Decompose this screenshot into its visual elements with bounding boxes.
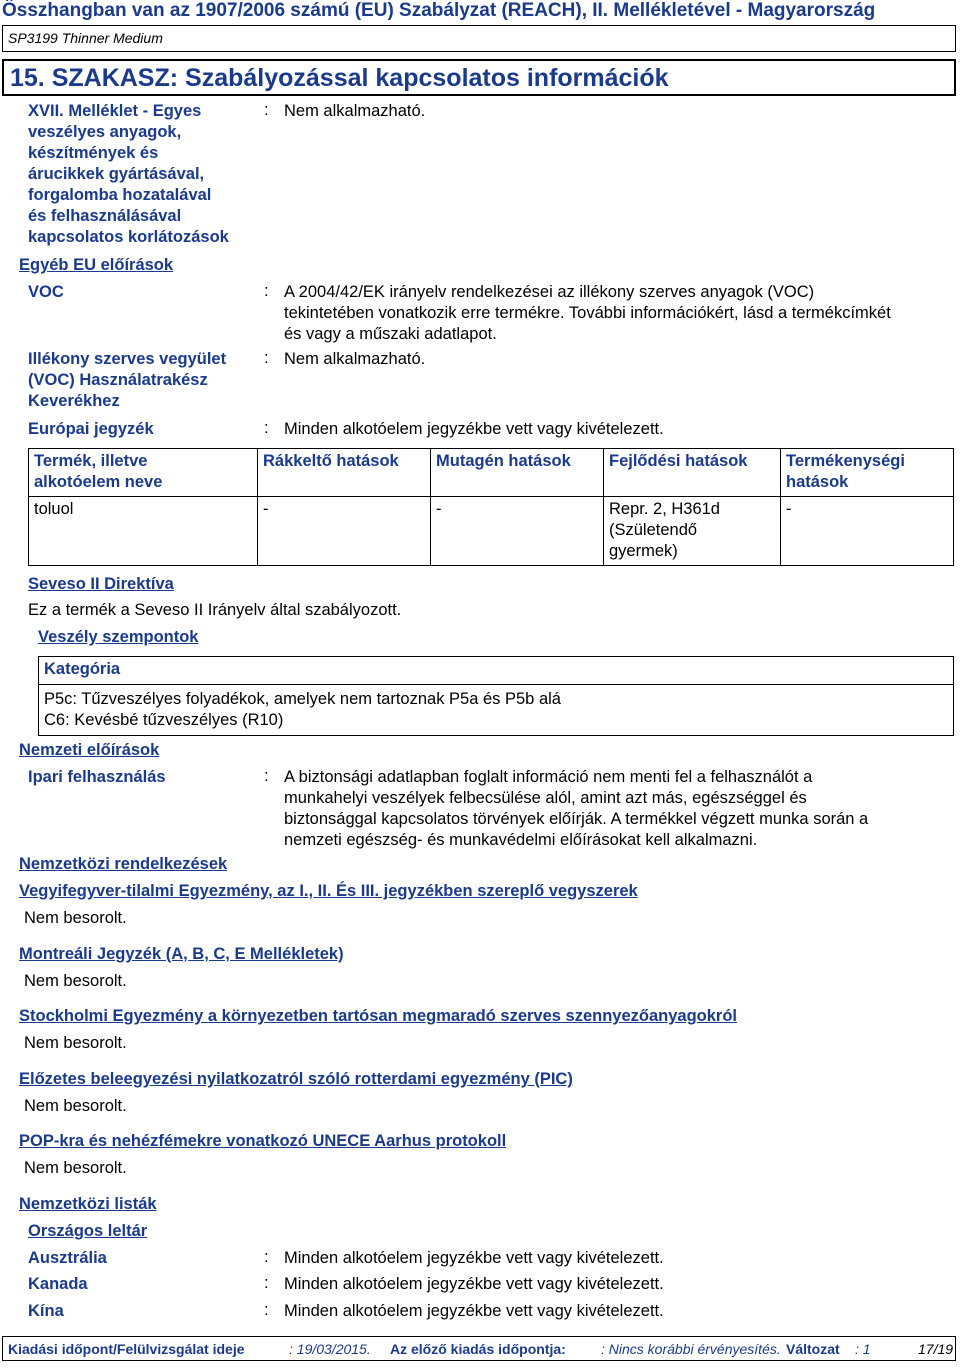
- eu-inventory-value: Minden alkotóelem jegyzékbe vett vagy kivételezett.: [284, 420, 664, 438]
- col-header-fertility: Termékenységi hatások: [781, 449, 954, 497]
- cell-name: toluol: [29, 497, 258, 566]
- table-row: [29, 497, 954, 566]
- section-title: 15. SZAKASZ: Szabályozással kapcsolatos információk: [10, 64, 669, 92]
- col-header-carcinogenic: Rákkeltő hatások: [258, 449, 431, 497]
- footer-prev-label: Az előző kiadás időpontja:: [390, 1341, 566, 1357]
- rotterdam-heading: Előzetes beleegyezési nyilatkozatról szóló rotterdami egyezmény (PIC): [19, 1070, 573, 1088]
- eu-inventory-label: Európai jegyzék: [28, 420, 154, 438]
- country-canada-value: Minden alkotóelem jegyzékbe vett vagy kivételezett.: [284, 1275, 664, 1293]
- country-china-label: Kína: [28, 1302, 64, 1320]
- international-heading: Nemzetközi rendelkezések: [19, 855, 228, 873]
- industrial-label: Ipari felhasználás: [28, 768, 166, 786]
- footer-issue-value: : 19/03/2015.: [289, 1341, 371, 1357]
- hazard-heading: Veszély szempontok: [38, 628, 199, 646]
- country-canada-label: Kanada: [28, 1275, 88, 1293]
- footer-issue-label: Kiadási időpont/Felülvizsgálat ideje: [8, 1341, 245, 1357]
- footer-prev-value: : Nincs korábbi érvényesítés.: [601, 1341, 781, 1357]
- cwc-value: Nem besorolt.: [24, 909, 127, 927]
- voc-colon: :: [264, 282, 269, 300]
- aarhus-heading: POP-kra és nehézfémekre vonatkozó UNECE Aarhus protokoll: [19, 1132, 507, 1150]
- cell-mutagenic: -: [431, 497, 604, 566]
- annex17-label: XVII. Melléklet - Egyes veszélyes anyagok, készítmények és árucikkek gyártásával, forgalomba hozatalával és felhasználásával kapcsolatos korlátozások: [28, 102, 229, 246]
- col-header-mutagenic: Mutagén hatások: [431, 449, 604, 497]
- voc-value: A 2004/42/EK irányelv rendelkezései az illékony szerves anyagok (VOC) tekintetében vonatkozik erre termékre. További információkért, lásd a termékcímkét és vagy a műszaki adatlapot.: [284, 283, 891, 343]
- seveso-heading: Seveso II Direktíva: [28, 575, 174, 593]
- annex17-colon: :: [264, 101, 269, 119]
- inventory-heading: Országos leltár: [28, 1222, 148, 1240]
- cwc-heading: Vegyifegyver-tilalmi Egyezmény, az I., II. És III. jegyzékben szereplő vegyszerek: [19, 882, 638, 900]
- rotterdam-value: Nem besorolt.: [24, 1097, 127, 1115]
- footer-version-label: Változat: [786, 1341, 840, 1357]
- montreal-heading: Montreáli Jegyzék (A, B, C, E Mellékletek): [19, 945, 344, 963]
- country-australia-colon: :: [264, 1248, 269, 1266]
- national-heading: Nemzeti előírások: [19, 741, 160, 759]
- other-eu-heading: Egyéb EU előírások: [19, 256, 174, 274]
- eu-inventory-colon: :: [264, 419, 269, 437]
- seveso-text: Ez a termék a Seveso II Irányelv által szabályozott.: [28, 601, 402, 619]
- category-label: Kategória: [44, 660, 121, 678]
- voc-mix-colon: :: [264, 349, 269, 367]
- category-values: P5c: Tűzveszélyes folyadékok, amelyek nem tartoznak P5a és P5b alá C6: Kevésbé tűzveszélyes (R10): [44, 690, 561, 729]
- stockholm-heading: Stockholmi Egyezmény a környezetben tartósan megmaradó szerves szennyezőanyagokról: [19, 1007, 737, 1025]
- document-header-title: Összhangban van az 1907/2006 számú (EU) Szabályzat (REACH), II. Mellékletével - Magyarország: [2, 0, 876, 21]
- cell-fertility: -: [781, 497, 954, 566]
- country-australia-value: Minden alkotóelem jegyzékbe vett vagy kivételezett.: [284, 1249, 664, 1267]
- footer-version-value: : 1: [855, 1341, 871, 1357]
- col-header-name: Termék, illetve alkotóelem neve: [29, 449, 258, 497]
- stockholm-value: Nem besorolt.: [24, 1034, 127, 1052]
- aarhus-value: Nem besorolt.: [24, 1159, 127, 1177]
- footer-page-number: 17/19: [918, 1341, 954, 1357]
- col-header-developmental: Fejlődési hatások: [604, 449, 781, 497]
- lists-heading: Nemzetközi listák: [19, 1195, 157, 1213]
- montreal-value: Nem besorolt.: [24, 972, 127, 990]
- voc-label: VOC: [28, 283, 64, 301]
- annex17-value: Nem alkalmazható.: [284, 102, 426, 120]
- country-canada-colon: :: [264, 1274, 269, 1292]
- voc-mix-value: Nem alkalmazható.: [284, 350, 426, 368]
- country-china-value: Minden alkotóelem jegyzékbe vett vagy kivételezett.: [284, 1302, 664, 1320]
- category-divider: [38, 684, 954, 685]
- cell-carcinogenic: -: [258, 497, 431, 566]
- cell-developmental: Repr. 2, H361d (Születendő gyermek): [604, 497, 781, 566]
- tox-table-header: [29, 449, 954, 497]
- country-australia-label: Ausztrália: [28, 1249, 107, 1267]
- product-name: SP3199 Thinner Medium: [8, 30, 163, 46]
- country-china-colon: :: [264, 1301, 269, 1319]
- industrial-colon: :: [264, 767, 269, 785]
- industrial-value: A biztonsági adatlapban foglalt információ nem menti fel a felhasználót a munkahelyi veszélyek felbecsülése alól, amint azt más, egészséggel és biztonsággal kapcsolatos törvények előírják. A termékkel végzett munka során a nemzeti egészség- és munkavédelmi előírásokat kell alkalmazni.: [284, 768, 869, 849]
- tox-table: [28, 448, 954, 566]
- voc-mix-label: Illékony szerves vegyület (VOC) Használatrakész Keverékhez: [28, 350, 227, 410]
